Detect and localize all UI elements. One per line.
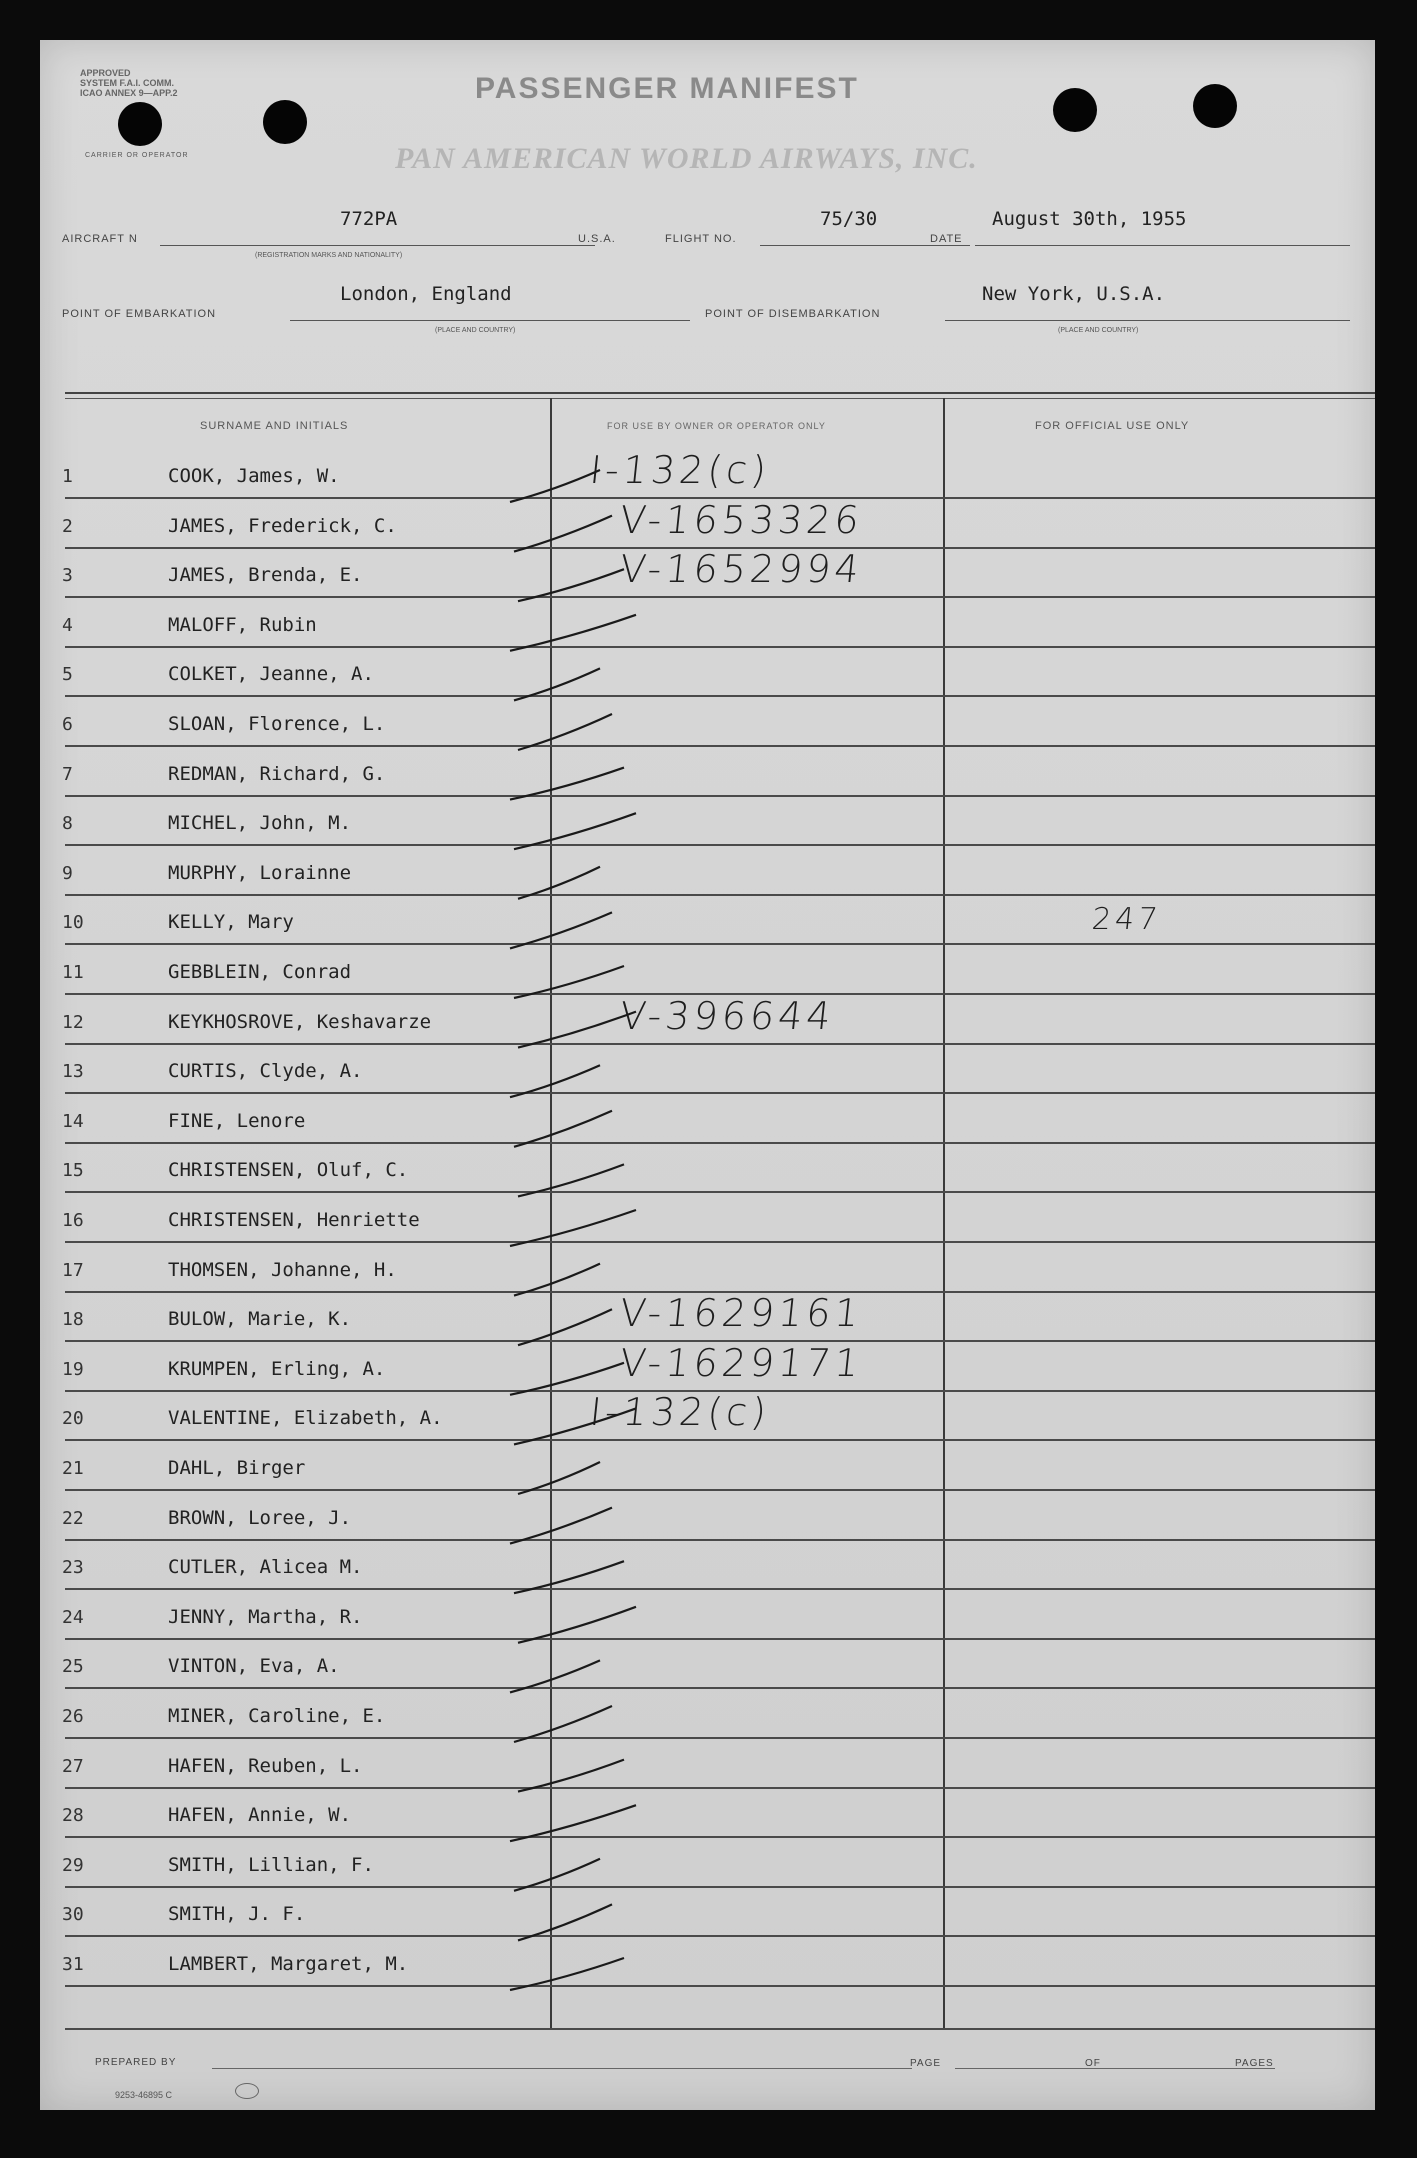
owner-note: I-132(c) (587, 1390, 773, 1434)
flight-label: FLIGHT NO. (665, 233, 737, 245)
row-number: 21 (62, 1458, 84, 1479)
registration-note: (REGISTRATION MARKS AND NATIONALITY) (255, 252, 403, 259)
passenger-name: CURTIS, Clyde, A. (168, 1060, 363, 1082)
check-mark (518, 1012, 636, 1048)
row-number: 30 (62, 1904, 84, 1925)
disembark-note: (PLACE AND COUNTRY) (1058, 327, 1139, 334)
check-mark (518, 1607, 636, 1643)
passenger-name: CUTLER, Alicea M. (168, 1556, 363, 1578)
row-number: 15 (62, 1160, 84, 1181)
row-number: 8 (62, 813, 73, 834)
usa-label: U.S.A. (578, 233, 616, 245)
passenger-name: JAMES, Frederick, C. (168, 515, 397, 537)
check-mark (510, 1210, 636, 1246)
owner-note: V-396644 (617, 994, 837, 1038)
embark-value: London, England (340, 283, 512, 305)
carrier-line: CARRIER OR OPERATOR (85, 152, 189, 159)
check-mark (510, 1958, 624, 1990)
check-mark (514, 1111, 612, 1147)
passenger-name: MINER, Caroline, E. (168, 1705, 386, 1727)
check-mark (514, 1859, 600, 1891)
passenger-name: THOMSEN, Johanne, H. (168, 1259, 397, 1281)
check-mark (518, 569, 624, 601)
date-label: DATE (930, 233, 963, 245)
check-mark (510, 1508, 612, 1544)
prepared-by-label: PREPARED BY (95, 2057, 177, 2068)
row-number: 16 (62, 1210, 84, 1231)
passenger-name: HAFEN, Reuben, L. (168, 1755, 363, 1777)
check-mark (514, 668, 600, 700)
passenger-name: VALENTINE, Elizabeth, A. (168, 1407, 443, 1429)
row-number: 27 (62, 1756, 84, 1777)
passenger-name: SMITH, J. F. (168, 1903, 306, 1925)
passenger-name: KRUMPEN, Erling, A. (168, 1358, 386, 1380)
check-mark (514, 1706, 612, 1742)
disembark-value: New York, U.S.A. (982, 283, 1166, 305)
passenger-name: SLOAN, Florence, L. (168, 713, 386, 735)
passenger-name: MALOFF, Rubin (168, 614, 317, 636)
check-mark (518, 1462, 600, 1494)
row-number: 10 (62, 912, 84, 933)
check-mark (518, 1760, 624, 1792)
check-mark (514, 1264, 600, 1296)
approved-stamp-line-2: SYSTEM F.A.I. COMM. (80, 78, 175, 88)
column-header-surname: SURNAME AND INITIALS (200, 420, 349, 432)
date-value: August 30th, 1955 (992, 208, 1187, 230)
aircraft-value: 772PA (340, 208, 398, 230)
pages-label: PAGES (1235, 2058, 1274, 2069)
official-note: 247 (1090, 902, 1164, 937)
row-number: 31 (62, 1954, 84, 1975)
check-mark (510, 470, 600, 502)
check-mark (510, 1805, 636, 1841)
passenger-name: LAMBERT, Margaret, M. (168, 1953, 409, 1975)
disembark-label: POINT OF DISEMBARKATION (705, 308, 881, 320)
check-mark (514, 813, 636, 849)
owner-note: V-1629171 (617, 1341, 866, 1385)
passenger-name: SMITH, Lillian, F. (168, 1854, 374, 1876)
passenger-name: JAMES, Brenda, E. (168, 564, 363, 586)
row-number: 1 (62, 466, 73, 487)
column-header-official: FOR OFFICIAL USE ONLY (1035, 420, 1190, 432)
check-mark (514, 1408, 636, 1444)
page-label: PAGE (910, 2058, 942, 2069)
passenger-name: KEYKHOSROVE, Keshavarze (168, 1011, 432, 1033)
owner-note: V-1629161 (617, 1291, 866, 1335)
passenger-name: REDMAN, Richard, G. (168, 763, 386, 785)
row-number: 7 (62, 764, 73, 785)
passenger-name: BULOW, Marie, K. (168, 1308, 352, 1330)
row-number: 20 (62, 1408, 84, 1429)
embark-label: POINT OF EMBARKATION (62, 308, 217, 320)
approved-stamp-line-3: ICAO ANNEX 9—APP.2 (80, 88, 178, 98)
row-number: 5 (62, 664, 73, 685)
check-mark (510, 1065, 600, 1097)
owner-note: I-132(c) (587, 448, 773, 492)
check-mark (514, 966, 624, 998)
row-number: 4 (62, 615, 73, 636)
check-mark (518, 867, 600, 899)
row-number: 2 (62, 516, 73, 537)
aircraft-label: AIRCRAFT N (62, 233, 138, 245)
airline-name: PAN AMERICAN WORLD AIRWAYS, INC. (395, 142, 978, 175)
passenger-name: GEBBLEIN, Conrad (168, 961, 352, 983)
passenger-name: COOK, James, W. (168, 465, 340, 487)
row-number: 28 (62, 1805, 84, 1826)
passenger-name: CHRISTENSEN, Oluf, C. (168, 1159, 409, 1181)
passenger-name: VINTON, Eva, A. (168, 1655, 340, 1677)
row-number: 11 (62, 962, 84, 983)
row-number: 29 (62, 1855, 84, 1876)
row-number: 14 (62, 1111, 84, 1132)
page-title: PASSENGER MANIFEST (475, 72, 859, 105)
approved-stamp-line-1: APPROVED (80, 68, 131, 78)
check-mark (514, 1561, 624, 1593)
row-number: 12 (62, 1012, 84, 1033)
check-mark (518, 1904, 612, 1940)
check-mark (510, 768, 624, 800)
row-number: 24 (62, 1607, 84, 1628)
passenger-name: CHRISTENSEN, Henriette (168, 1209, 420, 1231)
form-number: 9253-46895 C (115, 2090, 173, 2100)
check-mark (510, 1660, 600, 1692)
row-number: 26 (62, 1706, 84, 1727)
passenger-name: FINE, Lenore (168, 1110, 306, 1132)
owner-note: V-1653326 (617, 498, 866, 542)
check-mark (518, 1309, 612, 1345)
passenger-name: JENNY, Martha, R. (168, 1606, 363, 1628)
row-number: 13 (62, 1061, 84, 1082)
check-mark (510, 912, 612, 948)
row-number: 19 (62, 1359, 84, 1380)
row-number: 3 (62, 565, 73, 586)
row-number: 25 (62, 1656, 84, 1677)
passenger-name: DAHL, Birger (168, 1457, 306, 1479)
passenger-name: BROWN, Loree, J. (168, 1507, 352, 1529)
check-mark (510, 615, 636, 651)
check-mark (518, 1164, 624, 1196)
check-mark (518, 714, 612, 750)
passenger-name: COLKET, Jeanne, A. (168, 663, 374, 685)
passenger-name: MURPHY, Lorainne (168, 862, 352, 884)
row-number: 17 (62, 1260, 84, 1281)
flight-value: 75/30 (820, 208, 878, 230)
owner-note: V-1652994 (617, 547, 866, 591)
row-number: 23 (62, 1557, 84, 1578)
of-label: OF (1085, 2058, 1101, 2069)
passenger-name: KELLY, Mary (168, 911, 294, 933)
row-number: 9 (62, 863, 73, 884)
row-number: 18 (62, 1309, 84, 1330)
passenger-name: HAFEN, Annie, W. (168, 1804, 352, 1826)
row-number: 6 (62, 714, 73, 735)
check-mark (510, 1363, 624, 1395)
embark-note: (PLACE AND COUNTRY) (435, 327, 516, 334)
column-header-owner: FOR USE BY OWNER OR OPERATOR ONLY (607, 421, 826, 431)
row-number: 22 (62, 1508, 84, 1529)
check-mark (514, 516, 612, 552)
passenger-name: MICHEL, John, M. (168, 812, 352, 834)
